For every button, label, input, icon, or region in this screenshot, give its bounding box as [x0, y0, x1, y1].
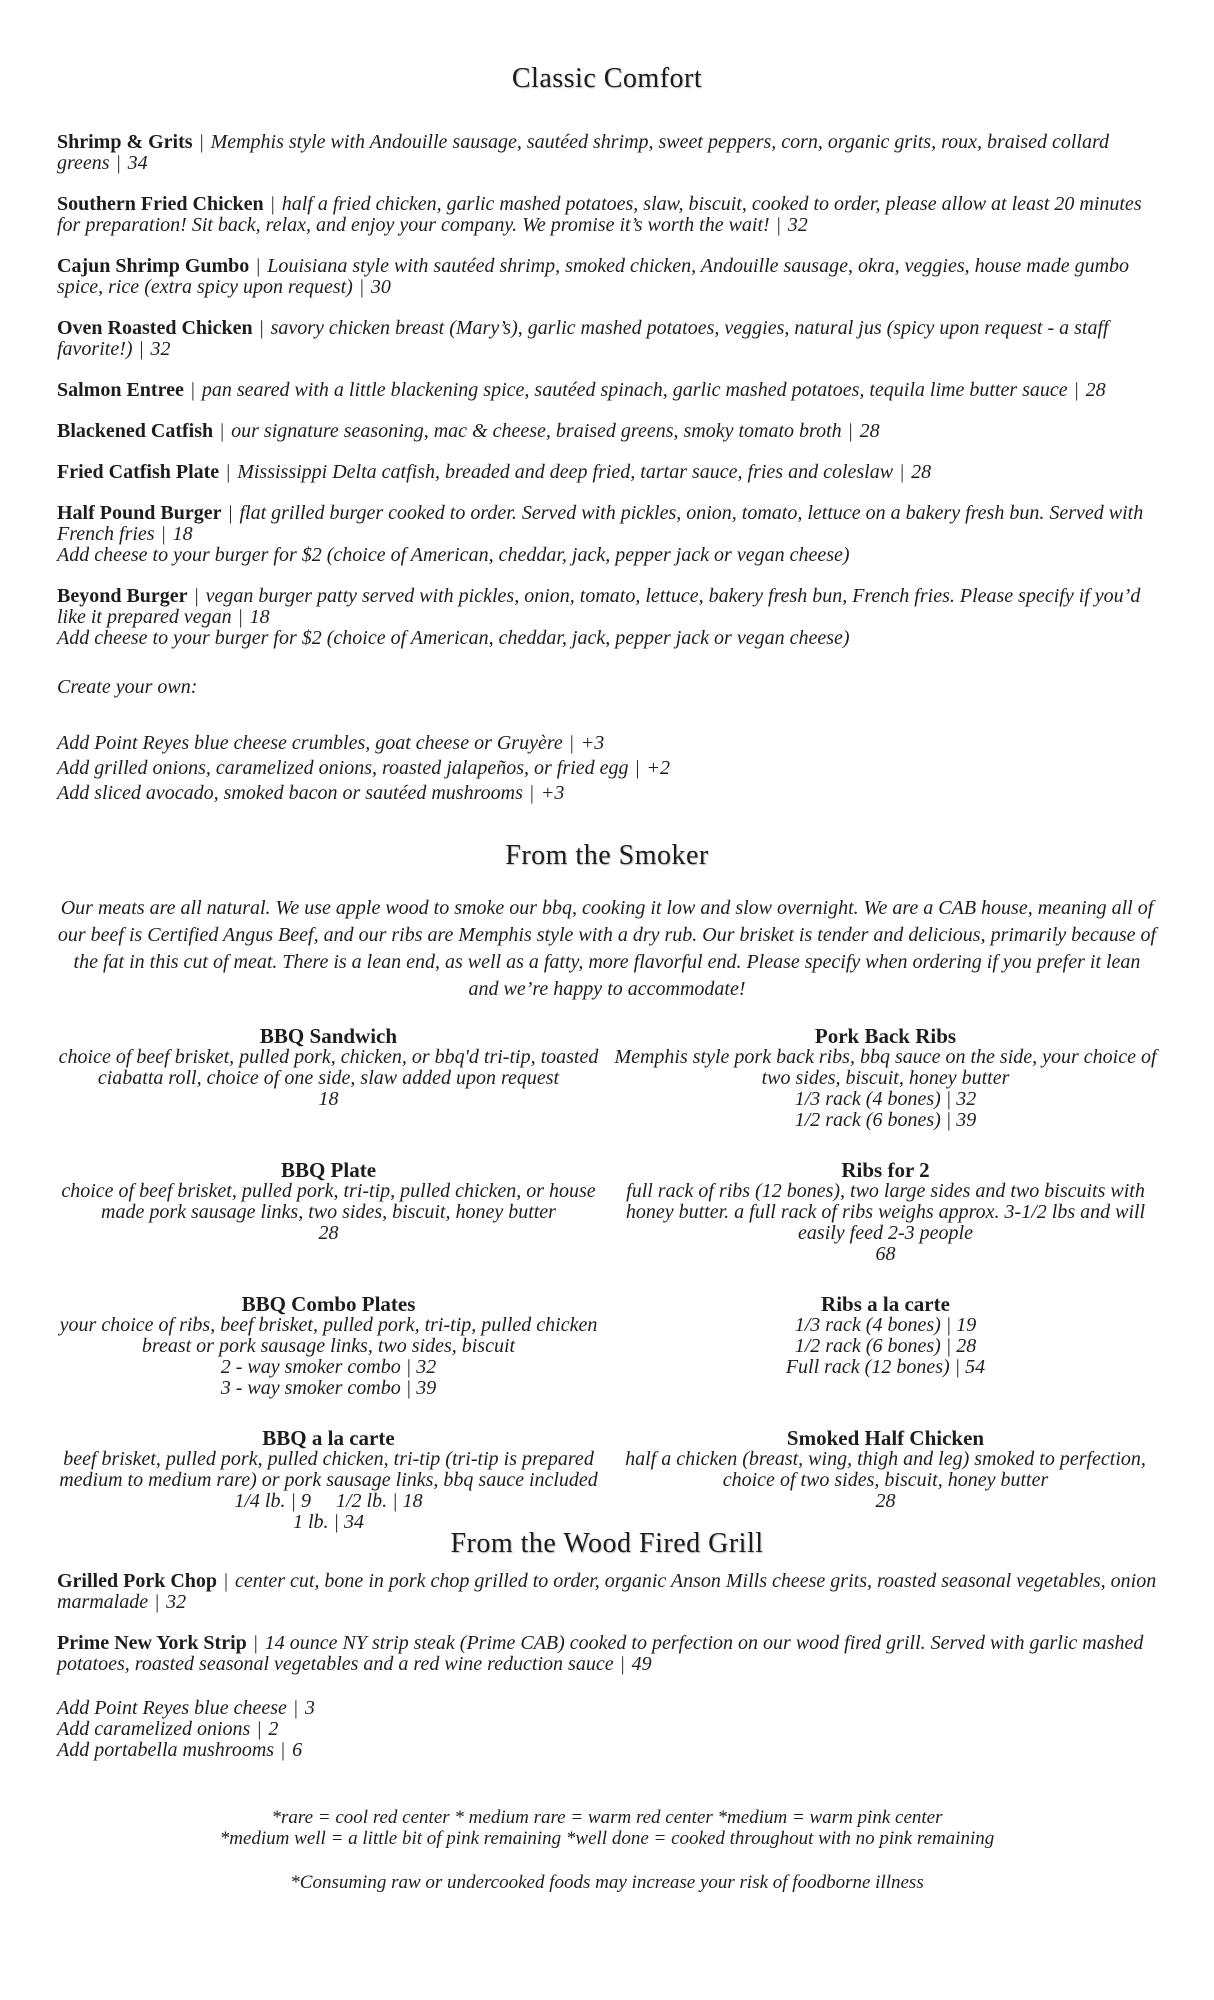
menu-item-desc: pan seared with a little blackening spice, sautéed spinach, garlic mashed potatoes, tequila lime butter sauce: [201, 379, 1068, 401]
smoker-item-desc: choice of beef brisket, pulled pork, chicken, or bbq'd tri-tip, toasted ciabatta roll, choice of one side, slaw added upon request: [58, 1046, 599, 1089]
section-title-classic-comfort: Classic Comfort: [511, 63, 703, 94]
menu-item-price: 49: [631, 1653, 652, 1675]
menu-item-desc: Memphis style with Andouille sausage, sautéed shrimp, sweet peppers, corn, organic grits, roux, braised collard greens: [57, 131, 1110, 174]
menu-item-price: 32: [166, 1591, 187, 1613]
menu-item-price: 18: [249, 606, 270, 628]
menu-item-price: 32: [787, 214, 808, 236]
menu-item-desc: savory chicken breast (Mary’s), garlic mashed potatoes, veggies, natural jus (spicy upon request - a staff favorite!): [57, 317, 1109, 360]
menu-item-price: 34: [127, 152, 148, 174]
price-separator: |: [635, 757, 640, 779]
name-separator: |: [253, 1632, 258, 1654]
smoker-item-name: BBQ a la carte: [262, 1426, 395, 1450]
menu-item-line: [57, 380, 1157, 401]
menu-item-line: [57, 503, 1157, 545]
menu-item-line: [57, 132, 1157, 174]
price-separator: |: [281, 1739, 286, 1761]
menu-item-desc: our signature seasoning, mac & cheese, braised greens, smoky tomato broth: [231, 420, 842, 442]
menu-item-desc: 14 ounce NY strip steak (Prime CAB) cooked to perfection on our wood fired grill. Served with garlic mashed potatoes, roasted seasonal vegetables and a red wine reduction sauce: [57, 1632, 1144, 1675]
menu-item-line: [57, 1571, 1157, 1613]
name-separator: |: [224, 1570, 229, 1592]
menu-item-price: 32: [150, 338, 171, 360]
price-separator: |: [569, 732, 574, 754]
smoker-cell-pork-back-ribs: [614, 1026, 1157, 1131]
menu-item-price: 28: [1085, 379, 1106, 401]
name-separator: |: [194, 585, 199, 607]
menu-item-name: Fried Catfish Plate: [57, 461, 220, 483]
menu-item: [57, 132, 1157, 174]
menu-item-line: [57, 462, 1157, 483]
smoker-item-price-line: 1/2 rack (6 bones) | 28: [794, 1335, 977, 1357]
doneness-legend-line: *rare = cool red center * medium rare = warm red center *medium = warm pink center: [271, 1807, 943, 1828]
menu-item: [57, 586, 1157, 649]
addon-price: 3: [304, 1697, 315, 1719]
smoker-cell-bbq-a-la-carte: [57, 1428, 600, 1533]
price-separator: |: [848, 420, 853, 442]
addon-price: +3: [540, 782, 565, 804]
smoker-item-price-line: 28: [318, 1222, 339, 1244]
smoker-cell-bbq-sandwich: [57, 1026, 600, 1131]
addon-text: Add Point Reyes blue cheese: [57, 1697, 287, 1719]
menu-item: [57, 1633, 1157, 1675]
menu-item-name: Salmon Entree: [57, 379, 184, 401]
smoker-item-name: Ribs a la carte: [821, 1292, 950, 1316]
consumption-disclaimer: *Consuming raw or undercooked foods may increase your risk of foodborne illness: [290, 1872, 924, 1893]
menu-item-name: Southern Fried Chicken: [57, 193, 264, 215]
smoker-item-desc: half a chicken (breast, wing, thigh and leg) smoked to perfection, choice of two sides, biscuit, honey butter: [625, 1448, 1146, 1491]
menu-item: [57, 318, 1157, 360]
name-separator: |: [220, 420, 225, 442]
menu-item: [57, 194, 1157, 236]
smoker-item-price-line: 1/2 rack (6 bones) | 39: [794, 1109, 977, 1131]
menu-item-desc: half a fried chicken, garlic mashed potatoes, slaw, biscuit, cooked to order, please allow at least 20 minutes for preparation! Sit back, relax, and enjoy your company. We promise it’s worth the wait!: [57, 193, 1142, 236]
price-separator: |: [238, 606, 243, 628]
price-separator: |: [155, 1591, 160, 1613]
price-separator: |: [161, 523, 166, 545]
menu-item: [57, 380, 1157, 401]
name-separator: |: [270, 193, 275, 215]
smoker-cell-ribs-for-2: [614, 1160, 1157, 1265]
menu-item-name: Beyond Burger: [57, 585, 188, 607]
menu-item-desc: vegan burger patty served with pickles, onion, tomato, lettuce, bakery fresh bun, French fries. Please specify if you’d like it prepared vegan: [57, 585, 1141, 628]
addon-line: [57, 1698, 1157, 1719]
smoker-item-price-line: 1/4 lb. | 9 1/2 lb. | 18: [234, 1490, 423, 1512]
menu-item-line: [57, 194, 1157, 236]
menu-item-line: [57, 256, 1157, 298]
classic-addons: [57, 731, 1157, 806]
smoker-cell-smoked-half-chicken: [614, 1428, 1157, 1533]
price-separator: |: [776, 214, 781, 236]
price-separator: |: [257, 1718, 262, 1740]
menu-item-name: Cajun Shrimp Gumbo: [57, 255, 250, 277]
smoker-item-name: BBQ Plate: [280, 1158, 377, 1182]
smoker-cell-bbq-plate: [57, 1160, 600, 1265]
doneness-legend-line: *medium well = a little bit of pink remaining *well done = cooked throughout with no pink remaining: [219, 1828, 995, 1849]
menu-item-desc: center cut, bone in pork chop grilled to order, organic Anson Mills cheese grits, roasted seasonal vegetables, onion marmalade: [57, 1570, 1157, 1613]
addon-line: [57, 756, 1157, 781]
menu-item-note: Add cheese to your burger for $2 (choice of American, cheddar, jack, pepper jack or vegan cheese): [57, 627, 850, 649]
menu-item-name: Half Pound Burger: [57, 502, 222, 524]
menu-item-name: Oven Roasted Chicken: [57, 317, 253, 339]
smoker-item-name: BBQ Combo Plates: [241, 1292, 416, 1316]
menu-item-line: [57, 586, 1157, 628]
smoker-item-price-line: 1 lb. | 34: [292, 1511, 365, 1533]
addon-price: 2: [268, 1718, 279, 1740]
menu-item: [57, 462, 1157, 483]
menu-item: [57, 421, 1157, 442]
name-separator: |: [259, 317, 264, 339]
addon-text: Add sliced avocado, smoked bacon or sautéed mushrooms: [57, 782, 523, 804]
price-separator: |: [529, 782, 534, 804]
smoker-item-price-line: 28: [875, 1490, 896, 1512]
menu-item-name: Grilled Pork Chop: [57, 1570, 218, 1592]
menu-item-name: Prime New York Strip: [57, 1632, 247, 1654]
menu-item-name: Blackened Catfish: [57, 420, 214, 442]
smoker-item-desc: Memphis style pork back ribs, bbq sauce on the side, your choice of two sides, biscuit, honey butter: [614, 1046, 1157, 1089]
addon-text: Add caramelized onions: [57, 1718, 251, 1740]
menu-item-name: Shrimp & Grits: [57, 131, 193, 153]
smoker-cell-ribs-a-la-carte: [614, 1294, 1157, 1399]
price-separator: |: [139, 338, 144, 360]
menu-item-desc: Louisiana style with sautéed shrimp, smoked chicken, Andouille sausage, okra, veggies, house made gumbo spice, rice (extra spicy upon request): [57, 255, 1130, 298]
name-separator: |: [226, 461, 231, 483]
smoker-item-desc: choice of beef brisket, pulled pork, tri-tip, pulled chicken, or house made pork sausage links, two sides, biscuit, honey butter: [61, 1180, 596, 1223]
create-your-own-label: Create your own:: [57, 676, 198, 698]
addon-line: [57, 1719, 1157, 1740]
menu-item-desc: flat grilled burger cooked to order. Served with pickles, onion, tomato, lettuce on a bakery fresh bun. Served with French fries: [57, 502, 1144, 545]
price-separator: |: [293, 1697, 298, 1719]
addon-line: [57, 781, 1157, 806]
name-separator: |: [256, 255, 261, 277]
wood-grill-addons: [57, 1698, 1157, 1761]
addon-text: Add Point Reyes blue cheese crumbles, goat cheese or Gruyère: [57, 732, 563, 754]
smoker-item-price-line: 3 - way smoker combo | 39: [220, 1377, 437, 1399]
smoker-item-price-line: 18: [318, 1088, 339, 1110]
smoker-item-name: BBQ Sandwich: [259, 1024, 398, 1048]
price-separator: |: [900, 461, 905, 483]
price-separator: |: [620, 1653, 625, 1675]
smoker-item-desc: your choice of ribs, beef brisket, pulled pork, tri-tip, pulled chicken breast or pork sausage links, two sides, biscuit: [59, 1314, 598, 1357]
name-separator: |: [190, 379, 195, 401]
smoker-item-desc: beef brisket, pulled pork, pulled chicken, tri-tip (tri-tip is prepared medium to medium rare) or pork sausage links, bbq sauce included: [59, 1448, 598, 1491]
price-separator: |: [359, 276, 364, 298]
smoker-grid: [57, 1026, 1157, 1533]
section-title-wood-fired-grill: From the Wood Fired Grill: [450, 1528, 764, 1559]
addon-price: +2: [646, 757, 670, 779]
section-title-from-the-smoker: From the Smoker: [505, 840, 709, 871]
addon-price: +3: [580, 732, 605, 754]
price-separator: |: [1074, 379, 1079, 401]
addon-text: Add grilled onions, caramelized onions, roasted jalapeños, or fried egg: [57, 757, 629, 779]
smoker-item-price-line: 1/3 rack (4 bones) | 32: [794, 1088, 977, 1110]
smoker-cell-bbq-combo-plates: [57, 1294, 600, 1399]
menu-item-line: [57, 318, 1157, 360]
name-separator: |: [228, 502, 233, 524]
smoker-item-price-line: 68: [875, 1243, 896, 1265]
name-separator: |: [199, 131, 204, 153]
menu-item-price: 18: [172, 523, 193, 545]
menu-item-note: Add cheese to your burger for $2 (choice of American, cheddar, jack, pepper jack or vegan cheese): [57, 544, 850, 566]
smoker-item-name: Ribs for 2: [841, 1158, 930, 1182]
menu-item-desc: Mississippi Delta catfish, breaded and deep fried, tartar sauce, fries and coleslaw: [237, 461, 894, 483]
menu-item-price: 28: [859, 420, 880, 442]
menu-item: [57, 1571, 1157, 1613]
smoker-item-desc: full rack of ribs (12 bones), two large sides and two biscuits with honey butter. a full rack of ribs weighs approx. 3-1/2 lbs and will easily feed 2-3 people: [625, 1180, 1146, 1244]
smoker-item-price-line: 2 - way smoker combo | 32: [220, 1356, 437, 1378]
price-separator: |: [116, 152, 121, 174]
menu-item-line: [57, 1633, 1157, 1675]
addon-price: 6: [292, 1739, 303, 1761]
smoker-intro-paragraph: Our meats are all natural. We use apple wood to smoke our bbq, cooking it low and slow overnight. We are a CAB house, meaning all of our beef is Certified Angus Beef, and our ribs are Memphis style with a dry rub. Our brisket is tender and delicious, primarily because of the fat in this cut of meat. There is a lean end, as well as a fatty, more flavorful end. Please specify when ordering if you prefer it lean and we’re happy to accommodate!: [57, 897, 1157, 1000]
menu-item: [57, 256, 1157, 298]
smoker-item-name: Pork Back Ribs: [814, 1024, 957, 1048]
addon-line: [57, 1740, 1157, 1761]
menu-item-line: [57, 421, 1157, 442]
smoker-item-price-line: 1/3 rack (4 bones) | 19: [794, 1314, 977, 1336]
smoker-item-price-line: Full rack (12 bones) | 54: [785, 1356, 986, 1378]
smoker-item-name: Smoked Half Chicken: [786, 1426, 985, 1450]
menu-item: [57, 503, 1157, 566]
doneness-legend: [57, 1807, 1157, 1849]
menu-item-price: 30: [370, 276, 391, 298]
addon-line: [57, 731, 1157, 756]
addon-text: Add portabella mushrooms: [57, 1739, 275, 1761]
menu-item-price: 28: [911, 461, 932, 483]
